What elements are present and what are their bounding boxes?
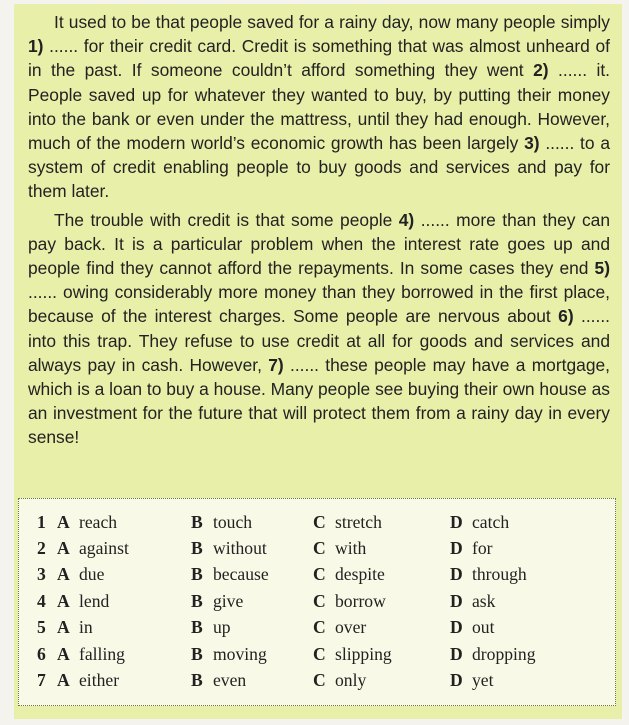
paragraph-2: The trouble with credit is that some people 4) ...... more than they can pay back. It is a particular problem when the interest rate goes up and people find they cannot afford the repayments. In some cases they end 5) ...... owing considerably more money than they borrowed in the first place, because of the interest charges. Some people are nervous about 6) ...... into this trap. They refuse to use credit at all for goods and services and always pay in cash. However, 7) ...... these people may have a mortgage, which is a loan to buy a house. Many people see buying their own house as an investment for the future that will protect them from a rainy day in every sense! bbox=[28, 209, 611, 448]
option-word-b[interactable]: touch bbox=[213, 511, 253, 532]
option-letter-b: B bbox=[191, 670, 203, 691]
option-letter-b: B bbox=[191, 643, 203, 664]
option-word-b[interactable]: moving bbox=[213, 643, 267, 664]
option-row bbox=[37, 615, 562, 641]
option-word-b[interactable]: because bbox=[213, 564, 269, 585]
option-row bbox=[37, 509, 562, 535]
gap-number-6: 6) bbox=[558, 306, 574, 327]
option-row bbox=[37, 641, 562, 667]
option-word-a[interactable]: in bbox=[79, 617, 93, 638]
option-letter-b: B bbox=[191, 617, 203, 638]
answer-options-box bbox=[18, 498, 616, 706]
option-word-d[interactable]: out bbox=[472, 617, 495, 638]
gap-number-7: 7) bbox=[268, 354, 284, 375]
option-row bbox=[37, 562, 562, 588]
option-word-d[interactable]: for bbox=[472, 538, 493, 559]
option-row bbox=[37, 588, 562, 614]
option-letter-a: A bbox=[57, 511, 70, 532]
option-letter-b: B bbox=[191, 511, 203, 532]
option-letter-a: A bbox=[57, 538, 70, 559]
option-word-a[interactable]: either bbox=[79, 670, 120, 691]
option-letter-c: C bbox=[313, 590, 326, 611]
answer-options-table bbox=[37, 509, 562, 694]
option-letter-d: D bbox=[450, 670, 463, 691]
option-word-b[interactable]: even bbox=[213, 670, 247, 691]
gap-number-2: 2) bbox=[533, 60, 549, 81]
option-word-c[interactable]: slipping bbox=[335, 643, 392, 664]
option-letter-a: A bbox=[57, 617, 70, 638]
question-number: 4 bbox=[37, 590, 46, 611]
option-letter-a: A bbox=[57, 590, 70, 611]
question-number: 2 bbox=[37, 538, 46, 559]
option-row bbox=[37, 535, 562, 561]
option-letter-b: B bbox=[191, 590, 203, 611]
option-letter-c: C bbox=[313, 670, 326, 691]
option-word-c[interactable]: over bbox=[335, 617, 367, 638]
question-number: 5 bbox=[37, 617, 46, 638]
option-letter-d: D bbox=[450, 617, 463, 638]
question-number: 6 bbox=[37, 643, 46, 664]
option-word-b[interactable]: give bbox=[213, 590, 244, 611]
gap-number-3: 3) bbox=[524, 133, 540, 154]
option-letter-c: C bbox=[313, 538, 326, 559]
question-number: 7 bbox=[37, 670, 46, 691]
option-word-a[interactable]: against bbox=[79, 538, 129, 559]
option-letter-b: B bbox=[191, 538, 203, 559]
worksheet-page bbox=[14, 4, 622, 719]
option-word-d[interactable]: ask bbox=[472, 590, 496, 611]
option-word-c[interactable]: despite bbox=[335, 564, 385, 585]
option-letter-a: A bbox=[57, 670, 70, 691]
option-word-d[interactable]: yet bbox=[472, 670, 494, 691]
option-row bbox=[37, 667, 562, 693]
option-word-d[interactable]: through bbox=[472, 564, 527, 585]
option-letter-c: C bbox=[313, 643, 326, 664]
question-number: 1 bbox=[37, 511, 46, 532]
option-word-d[interactable]: dropping bbox=[472, 643, 536, 664]
gap-number-4: 4) bbox=[398, 209, 415, 230]
option-letter-d: D bbox=[450, 564, 463, 585]
option-letter-c: C bbox=[313, 564, 326, 585]
option-letter-d: D bbox=[450, 511, 463, 532]
reading-passage bbox=[28, 10, 610, 450]
option-word-b[interactable]: up bbox=[213, 617, 231, 638]
option-letter-d: D bbox=[450, 643, 463, 664]
option-letter-a: A bbox=[57, 643, 70, 664]
gap-number-5: 5) bbox=[594, 258, 610, 279]
option-letter-d: D bbox=[450, 538, 463, 559]
option-word-a[interactable]: falling bbox=[79, 643, 125, 664]
option-letter-b: B bbox=[191, 564, 203, 585]
option-word-c[interactable]: borrow bbox=[335, 590, 386, 611]
option-word-c[interactable]: with bbox=[335, 538, 367, 559]
option-word-d[interactable]: catch bbox=[472, 511, 510, 532]
paragraph-1: It used to be that people saved for a rainy day, now many people simply 1) ...... for their credit card. Credit is something that was almost unheard of in the past. If someone couldn’t afford something they went 2) ...... it. People saved up for whatever they wanted to buy, by putting their money into the bank or even under the mattress, until they had enough. However, much of the modern world’s economic growth has been largely 3) ...... to a system of credit enabling people to buy goods and services and pay for them later. bbox=[28, 12, 611, 202]
option-word-a[interactable]: lend bbox=[79, 590, 110, 611]
option-letter-c: C bbox=[313, 617, 326, 638]
question-number: 3 bbox=[37, 564, 46, 585]
option-word-a[interactable]: due bbox=[79, 564, 105, 585]
option-letter-a: A bbox=[57, 564, 70, 585]
option-word-a[interactable]: reach bbox=[79, 511, 118, 532]
option-letter-c: C bbox=[313, 511, 326, 532]
option-word-b[interactable]: without bbox=[213, 538, 267, 559]
option-letter-d: D bbox=[450, 590, 463, 611]
gap-number-1: 1) bbox=[28, 36, 44, 57]
option-word-c[interactable]: only bbox=[335, 670, 367, 691]
option-word-c[interactable]: stretch bbox=[335, 511, 382, 532]
